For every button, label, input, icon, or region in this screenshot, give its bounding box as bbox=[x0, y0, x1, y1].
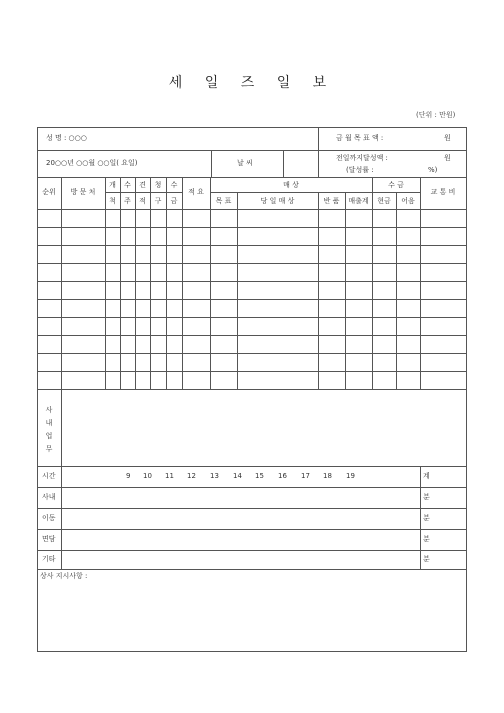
col-accounts-bottom: 척 bbox=[109, 197, 116, 205]
col-visit-place: 방 문 처 bbox=[70, 188, 96, 196]
cumulative-achievement-field[interactable]: 전일까지달성액 : bbox=[336, 154, 388, 162]
col-goal: 목 표 bbox=[215, 197, 232, 205]
col-rank: 순위 bbox=[42, 188, 56, 196]
name-field[interactable]: 성 명 : ○○○ bbox=[46, 134, 87, 142]
hour-label: 18 bbox=[323, 472, 332, 480]
hour-label: 9 bbox=[126, 472, 131, 480]
minute-unit: 분 bbox=[423, 535, 430, 543]
hour-label: 15 bbox=[255, 472, 264, 480]
supervisor-instructions-label: 상사 지시사항 : bbox=[40, 572, 88, 580]
hour-label: 17 bbox=[301, 472, 310, 480]
col-returns: 반 품 bbox=[323, 197, 340, 205]
table-row[interactable] bbox=[37, 353, 467, 354]
col-bill: 어음 bbox=[401, 197, 415, 205]
col-sales-total: 매출계 bbox=[348, 197, 369, 205]
weather-label: 날 씨 bbox=[237, 159, 253, 167]
col-transport: 교 통 비 bbox=[430, 188, 456, 196]
border-bottom bbox=[37, 651, 467, 652]
unit-label: (단위 : 만원) bbox=[416, 111, 456, 119]
col-orders-top: 수 bbox=[124, 181, 131, 189]
col-collection: 수 금 bbox=[388, 181, 404, 189]
col-daily-sales: 당 일 매 상 bbox=[260, 197, 295, 205]
office-work-label-4: 무 bbox=[45, 445, 53, 453]
time-label: 시간 bbox=[42, 472, 56, 480]
time-row-travel: 이동 bbox=[42, 514, 56, 522]
col-claim-top: 청 bbox=[154, 181, 162, 189]
table-row[interactable] bbox=[37, 245, 467, 246]
col-note: 적 요 bbox=[188, 188, 204, 196]
col-payment-bottom: 금 bbox=[170, 197, 178, 205]
hour-label: 14 bbox=[233, 472, 242, 480]
col-estimate-top: 견 bbox=[139, 181, 146, 189]
supervisor-instructions-area[interactable] bbox=[38, 583, 466, 650]
col-claim-bottom: 구 bbox=[154, 197, 162, 205]
minute-unit: 분 bbox=[423, 555, 430, 563]
hour-label: 12 bbox=[187, 472, 196, 480]
table-row[interactable] bbox=[37, 299, 467, 300]
hour-label: 10 bbox=[143, 472, 152, 480]
won-unit: 원 bbox=[444, 134, 451, 142]
office-work-label-3: 업 bbox=[45, 432, 53, 440]
table-row[interactable] bbox=[37, 227, 467, 228]
form-title: 세 일 즈 일 보 bbox=[168, 75, 336, 91]
table-row[interactable] bbox=[37, 371, 467, 372]
col-estimate-bottom: 적 bbox=[139, 197, 146, 205]
hour-label: 11 bbox=[165, 472, 174, 480]
minute-unit: 분 bbox=[423, 514, 430, 522]
percent-unit: %) bbox=[428, 166, 438, 174]
col-accounts-top: 개 bbox=[109, 181, 116, 189]
hour-label: 16 bbox=[278, 472, 287, 480]
table-row[interactable] bbox=[37, 317, 467, 318]
achievement-rate-field[interactable]: (달성률 : bbox=[346, 166, 374, 174]
time-row-meeting: 면담 bbox=[42, 535, 56, 543]
border-top bbox=[37, 127, 467, 128]
col-orders-bottom: 주 bbox=[124, 197, 131, 205]
won-unit: 원 bbox=[444, 154, 451, 162]
col-sales: 매 상 bbox=[283, 181, 299, 189]
table-row[interactable] bbox=[37, 263, 467, 264]
table-row[interactable] bbox=[37, 335, 467, 336]
col-payment-top: 수 bbox=[170, 181, 178, 189]
table-row[interactable] bbox=[37, 281, 467, 282]
office-work-area[interactable] bbox=[62, 390, 466, 466]
time-row-other: 기타 bbox=[42, 555, 56, 563]
office-work-label-1: 사 bbox=[45, 406, 53, 414]
date-field[interactable]: 20○○년 ○○월 ○○일( 요일) bbox=[46, 159, 138, 167]
time-total-label: 계 bbox=[423, 472, 430, 480]
hour-label: 19 bbox=[346, 472, 355, 480]
time-row-office: 사내 bbox=[42, 493, 56, 501]
office-work-label-2: 내 bbox=[45, 419, 53, 427]
hour-label: 13 bbox=[210, 472, 219, 480]
monthly-target-field[interactable]: 금 월 목 표 액 : bbox=[336, 134, 384, 142]
minute-unit: 분 bbox=[423, 493, 430, 501]
col-cash: 현금 bbox=[377, 197, 391, 205]
